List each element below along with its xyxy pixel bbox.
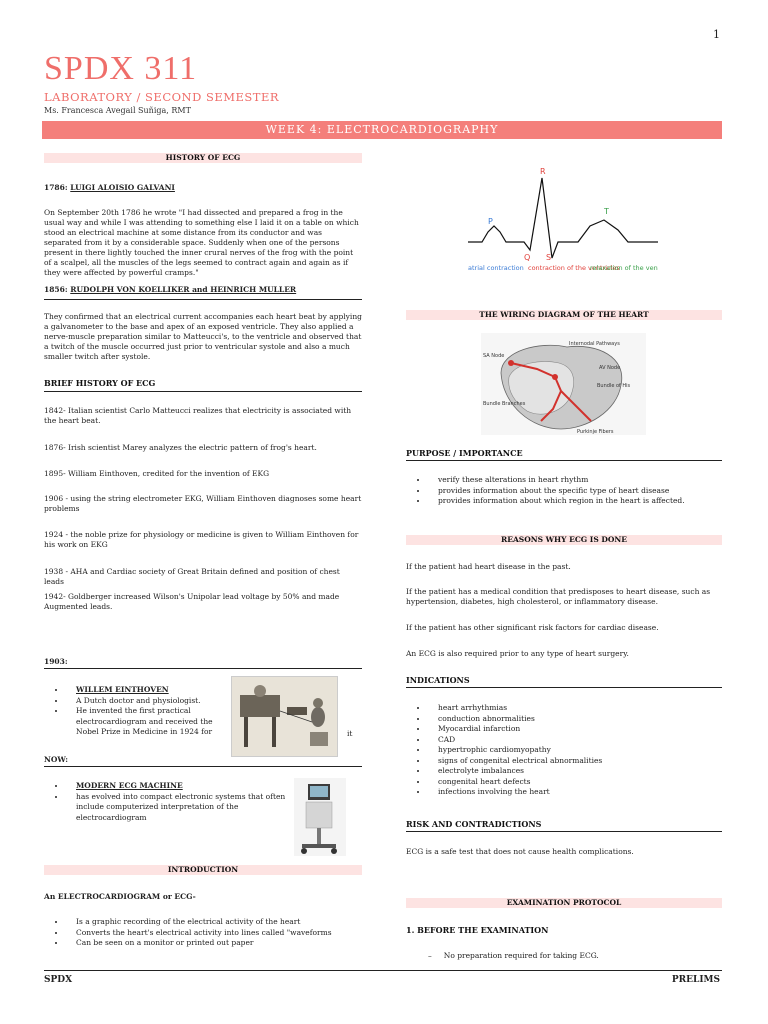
- list-item: • MODERN ECG MACHINE: [66, 781, 306, 792]
- q-wave-label: Q: [524, 253, 531, 262]
- galvani-line: 1786: LUIGI ALOISIO GALVANI: [44, 183, 175, 192]
- page-number: 1: [713, 28, 720, 41]
- indications-heading: INDICATIONS: [406, 675, 470, 685]
- t-wave-label: T: [604, 207, 609, 216]
- intro-lead: An ELECTROCARDIOGRAM or ECG-: [44, 892, 196, 901]
- divider: [406, 687, 722, 688]
- list-item: • signs of congenital electrical abnormalities: [428, 756, 744, 767]
- list-item: • Myocardial infarction: [428, 724, 744, 735]
- wiring-diagram-heading: THE WIRING DIAGRAM OF THE HEART: [406, 310, 722, 320]
- koelliker-line: 1856: RUDOLPH VON KOELLIKER and HEINRICH MULLER: [44, 285, 297, 294]
- divider: [44, 391, 362, 392]
- divider: [406, 460, 722, 461]
- list-item: • infections involving the heart: [428, 787, 744, 798]
- brief-item-1906: 1906 - using the string electrometer EKG, William Einthoven diagnoses some heart problems: [44, 494, 362, 513]
- reason-item: If the patient has a medical condition that predisposes to heart disease, such as hypertension, diabetes, high cholesterol, or inflammatory disease.: [406, 587, 711, 606]
- list-item: • provides information about the specific type of heart disease: [428, 486, 744, 497]
- protocol-heading: EXAMINATION PROTOCOL: [406, 898, 722, 908]
- atrial-contraction-caption: atrial contraction: [468, 264, 524, 272]
- list-item: • WILLEM EINTHOVEN: [66, 685, 236, 696]
- reasons-heading: REASONS WHY ECG IS DONE: [406, 535, 722, 545]
- list-item: • provides information about which region in the heart is affected.: [428, 496, 744, 507]
- introduction-heading: INTRODUCTION: [44, 865, 362, 875]
- risk-heading: RISK AND CONTRADICTIONS: [406, 819, 542, 829]
- list-item: • congenital heart defects: [428, 777, 744, 788]
- koelliker-paragraph: They confirmed that an electrical current accompanies each heart beat by applying a galvanometer to the base and apex of an exposed ventricle. They also applied a nerve-muscle preparation similar to Matteucci's, to the ventricle and observed that a twitch of the muscle occurred just prior to ventricular systole and also a much smaller twitch after systole.: [44, 312, 362, 361]
- list-item: • He invented the first practical electrocardiogram and received the Nobel Prize in Medicine in 1924 for: [66, 706, 236, 738]
- reason-item: If the patient has other significant risk factors for cardiac disease.: [406, 623, 659, 632]
- brief-item-1924: 1924 - the noble prize for physiology or medicine is given to William Einthoven for his work on EKG: [44, 530, 359, 549]
- brief-item-1876: 1876- Irish scientist Marey analyzes the electric pattern of frog's heart.: [44, 443, 317, 452]
- semester-label: LABORATORY / SECOND SEMESTER: [44, 90, 280, 104]
- galvani-paragraph: On September 20th 1786 he wrote "I had dissected and prepared a frog in the usual way and while I was attending to something else I laid it on a table on which stood an electrical machine at some distance from its conductor and was separated from it by a considerable space. Suddenly when one of the persons present in there lightly touched the inner crural nerves of the frog with the point of a scalpel, all the muscles of the legs seemed to contract again and again as if they were affected by powerful cramps.": [44, 208, 359, 277]
- list-item: • has evolved into compact electronic systems that often include computerized interpretation of the electrocardiogram: [66, 792, 306, 824]
- divider: [44, 766, 362, 767]
- reason-item: An ECG is also required prior to any type of heart surgery.: [406, 649, 629, 658]
- divider: [44, 668, 362, 669]
- list-item: • Is a graphic recording of the electrical activity of the heart: [66, 917, 384, 928]
- course-title: SPDX 311: [44, 50, 198, 87]
- internodal-label: Internodal Pathways: [569, 341, 620, 347]
- ecg-waveform-figure: [468, 160, 658, 290]
- footer-left: SPDX: [44, 975, 73, 985]
- p-wave-label: P: [488, 217, 493, 226]
- risk-text: ECG is a safe test that does not cause health complications.: [406, 847, 634, 856]
- brief-item-1895: 1895- William Einthoven, credited for the invention of EKG: [44, 469, 270, 478]
- brief-item-1842: 1842- Italian scientist Carlo Matteucci realizes that electricity is associated with the heart beat.: [44, 406, 352, 425]
- history-heading: HISTORY OF ECG: [44, 153, 362, 163]
- footer-rule: [44, 970, 722, 971]
- trailing-word: it: [347, 729, 353, 738]
- ventricle-relaxation-caption: relaxation of the ven: [590, 264, 658, 272]
- list-item: • Can be seen on a monitor or printed out paper: [66, 938, 384, 949]
- ventricle-contraction-caption: contraction of the ventricles: [528, 264, 620, 272]
- list-item: • verify these alterations in heart rhythm: [428, 475, 744, 486]
- r-wave-label: R: [540, 167, 546, 176]
- modern-ecg-machine-photo: [294, 778, 346, 856]
- heart-wiring-diagram: [481, 333, 646, 435]
- list-item: • CAD: [428, 735, 744, 746]
- list-item: • heart arrhythmias: [428, 703, 744, 714]
- instructor-name: Ms. Francesca Avegail Suñiga, RMT: [44, 106, 191, 115]
- divider: [44, 299, 362, 300]
- einthoven-list: [44, 685, 236, 738]
- s-wave-label: S: [546, 253, 552, 262]
- brief-item-1938: 1938 - AHA and Cardiac society of Great Britain defined and position of chest leads: [44, 567, 340, 586]
- av-node-label: AV Node: [599, 365, 621, 371]
- intro-list: [44, 917, 384, 949]
- reason-item: If the patient had heart disease in the past.: [406, 562, 571, 571]
- list-item: • conduction abnormalities: [428, 714, 744, 725]
- now-label: NOW:: [44, 755, 69, 764]
- sa-node-label: SA Node: [483, 353, 505, 359]
- indications-list: [406, 703, 744, 798]
- bundle-branches-label: Bundle Branches: [483, 401, 526, 407]
- list-item: • A Dutch doctor and physiologist.: [66, 696, 236, 707]
- list-item: • hypertrophic cardiomyopathy: [428, 745, 744, 756]
- year-1903-label: 1903:: [44, 657, 68, 666]
- modern-ecg-list: [44, 781, 306, 823]
- list-item: • Converts the heart's electrical activity into lines called "waveforms: [66, 928, 384, 939]
- purpose-list: [406, 475, 744, 507]
- brief-history-heading: BRIEF HISTORY OF ECG: [44, 378, 156, 388]
- week-title-banner: WEEK 4: ELECTROCARDIOGRAPHY: [42, 121, 722, 139]
- einthoven-ecg-photo: [231, 676, 338, 757]
- purkinje-label: Purkinje Fibers: [577, 429, 614, 435]
- list-item: • electrolyte imbalances: [428, 766, 744, 777]
- bundle-of-his-label: Bundle of His: [597, 383, 631, 389]
- protocol-bullet: – No preparation required for taking ECG.: [428, 951, 599, 960]
- divider: [406, 831, 722, 832]
- footer-right: PRELIMS: [671, 975, 720, 985]
- purpose-heading: PURPOSE / IMPORTANCE: [406, 448, 523, 458]
- brief-item-1942: 1942- Goldberger increased Wilson's Unipolar lead voltage by 50% and made Augmented leads.: [44, 592, 340, 611]
- protocol-step: 1. BEFORE THE EXAMINATION: [406, 925, 549, 935]
